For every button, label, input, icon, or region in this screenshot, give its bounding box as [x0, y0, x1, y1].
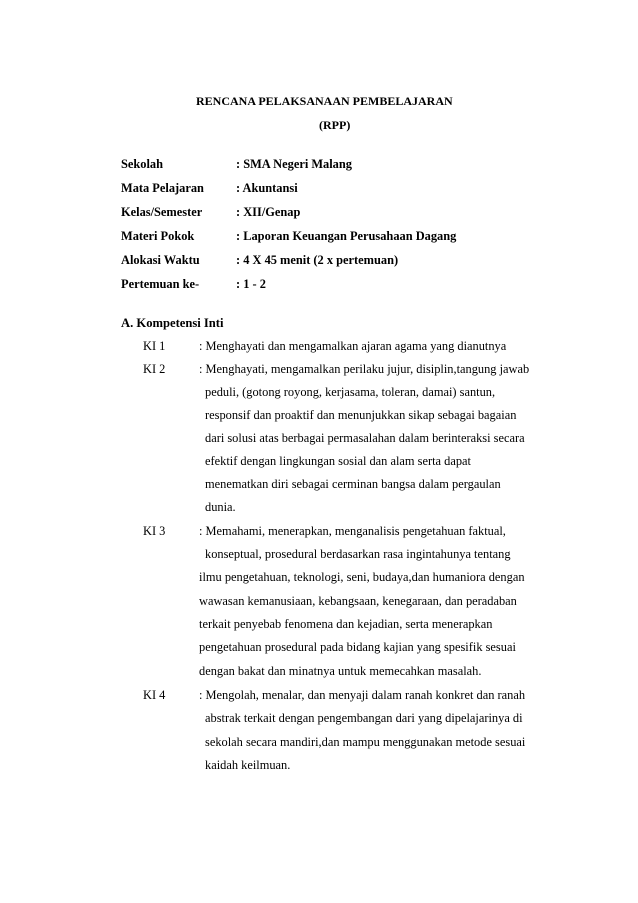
identity-value-mata-pelajaran: : Akuntansi	[236, 181, 298, 195]
identity-label-sekolah: Sekolah	[121, 157, 164, 171]
ki-3-line: : Memahami, menerapkan, menganalisis pengetahuan faktual,	[199, 524, 506, 538]
ki-1-label: KI 1	[143, 339, 166, 353]
identity-label-mata-pelajaran: Mata Pelajaran	[121, 181, 204, 195]
identity-value-sekolah: : SMA Negeri Malang	[236, 157, 352, 171]
ki-2-line: dunia.	[205, 500, 236, 514]
ki-3-label: KI 3	[143, 524, 166, 538]
ki-3-line: pengetahuan prosedural pada bidang kajian yang spesifik sesuai	[199, 640, 516, 654]
document-subtitle: (RPP)	[319, 118, 351, 132]
ki-2-line: responsif dan proaktif dan menunjukkan sikap sebagai bagaian	[205, 408, 517, 422]
ki-2-line: menematkan diri sebagai cerminan bangsa dalam pergaulan	[205, 477, 501, 491]
ki-4-line: sekolah secara mandiri,dan mampu menggunakan metode sesuai	[205, 735, 526, 749]
identity-label-alokasi-waktu: Alokasi Waktu	[121, 253, 200, 267]
identity-value-pertemuan: : 1 - 2	[236, 277, 266, 291]
ki-4-line: : Mengolah, menalar, dan menyaji dalam ranah konkret dan ranah	[199, 688, 526, 702]
ki-2-line: peduli, (gotong royong, kerjasama, toleran, damai) santun,	[205, 385, 496, 399]
identity-value-alokasi-waktu: : 4 X 45 menit (2 x pertemuan)	[236, 253, 399, 267]
ki-4-label: KI 4	[143, 688, 166, 702]
ki-2-line: : Menghayati, mengamalkan perilaku jujur, disiplin,tangung jawab	[199, 362, 530, 376]
ki-1-line: : Menghayati dan mengamalkan ajaran agama yang dianutnya	[199, 339, 507, 353]
ki-3-line: wawasan kemanusiaan, kebangsaan, kenegaraan, dan peradaban	[199, 594, 517, 608]
ki-4-line: abstrak terkait dengan pengembangan dari yang dipelajarinya di	[205, 711, 523, 725]
ki-4-line: kaidah keilmuan.	[205, 758, 291, 772]
ki-3-line: ilmu pengetahuan, teknologi, seni, budaya,dan humaniora dengan	[199, 570, 525, 584]
ki-3-line: terkait penyebab fenomena dan kejadian, serta menerapkan	[199, 617, 493, 631]
section-heading-kompetensi-inti: A. Kompetensi Inti	[121, 316, 224, 330]
identity-label-materi-pokok: Materi Pokok	[121, 229, 195, 243]
ki-2-line: efektif dengan lingkungan sosial dan alam serta dapat	[205, 454, 471, 468]
identity-value-kelas-semester: : XII/Genap	[236, 205, 301, 219]
ki-3-line: dengan bakat dan minatnya untuk memecahkan masalah.	[199, 664, 482, 678]
document-title: RENCANA PELAKSANAAN PEMBELAJARAN	[196, 94, 453, 108]
identity-value-materi-pokok: : Laporan Keuangan Perusahaan Dagang	[236, 229, 457, 243]
identity-label-pertemuan: Pertemuan ke-	[121, 277, 200, 291]
ki-3-line: konseptual, prosedural berdasarkan rasa ingintahunya tentang	[205, 547, 511, 561]
identity-label-kelas-semester: Kelas/Semester	[121, 205, 203, 219]
ki-2-line: dari solusi atas berbagai permasalahan dalam berinteraksi secara	[205, 431, 525, 445]
ki-2-label: KI 2	[143, 362, 166, 376]
